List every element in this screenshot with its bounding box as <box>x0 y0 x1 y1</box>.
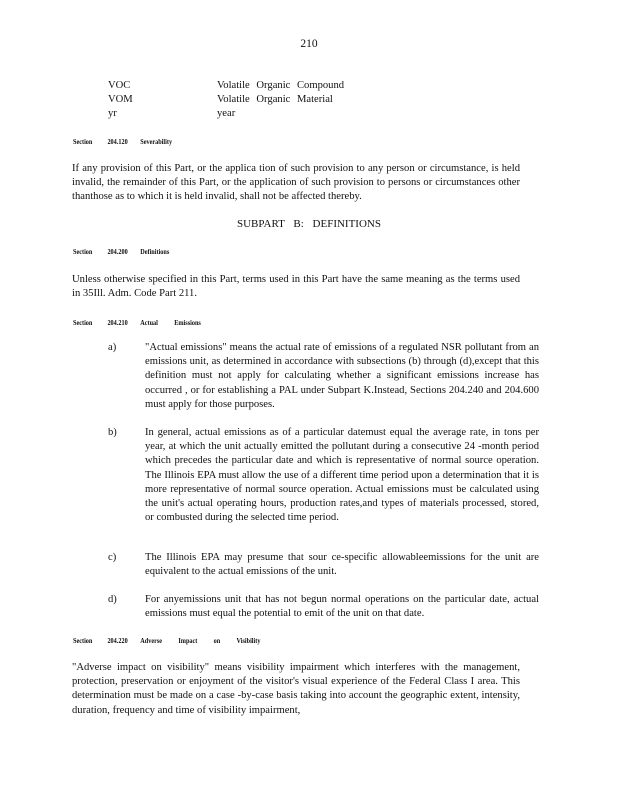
abbreviation-meaning: Volatile Organic Material <box>217 94 333 105</box>
section-word: Section <box>73 318 93 327</box>
abbreviation-term: VOC <box>108 80 131 91</box>
list-item-label: a) <box>108 342 117 353</box>
section-heading-204-210 <box>73 318 201 327</box>
section-number: 204.220 <box>107 636 128 645</box>
adverse-impact-paragraph: "Adverse impact on visibility" means visibility impairment which interferes with the management, protection, preservation or enjoyment of the visitor's visual experience of the Federal Class I area. This determination must be made on a case -by-case basis taking into account the geographic extent, intensity, duration, frequency and time of visibility impairment, <box>72 662 520 716</box>
section-heading-204-120 <box>73 137 172 146</box>
list-item-text: In general, actual emissions as of a particular datemust equal the average rate, in tons per year, at which the unit actually emitted the pollutant during a consecutive 24 -month period which precedes the particular date and which is representative of normal source operation. The Illinois EPA must allow the use of a different time period upon a determination that it is more representative of normal source operation. Actual emissions must be calculated using the unit's actual operating hours, production rates,and types of materials processed, stored, or combusted during the selected time period. <box>145 427 539 524</box>
section-number: 204.120 <box>107 137 128 146</box>
abbreviation-meaning: year <box>217 108 236 119</box>
list-item-label: c) <box>108 552 117 563</box>
section-heading-204-200 <box>73 247 169 256</box>
list-item-label: b) <box>108 427 117 438</box>
list-item-a <box>108 341 540 412</box>
list-item-text: For anyemissions unit that has not begun normal operations on the particular date, actual emissions must equal the potential to emit of the unit on that date. <box>145 594 539 620</box>
abbreviation-list <box>108 79 344 121</box>
definitions-paragraph: Unless otherwise specified in this Part, terms used in this Part have the same meaning as the terms used in 35Ill. Adm. Code Part 211. <box>72 274 520 300</box>
list-item-b <box>108 426 540 525</box>
section-title: Adverse Impact on Visibility <box>140 636 261 645</box>
section-title: Definitions <box>140 247 170 256</box>
subpart-title: SUBPART B: DEFINITIONS <box>237 218 381 230</box>
abbreviation-row <box>108 79 344 93</box>
abbreviation-term: VOM <box>108 94 133 105</box>
abbreviation-meaning: Volatile Organic Compound <box>217 80 345 91</box>
page-number: 210 <box>300 38 318 50</box>
section-title: Actual Emissions <box>140 318 201 327</box>
section-title: Severability <box>140 137 173 146</box>
list-item-label: d) <box>108 594 117 605</box>
section-word: Section <box>73 636 93 645</box>
list-item-text: The Illinois EPA may presume that sour ce-specific allowableemissions for the unit are equivalent to the actual emissions of the unit. <box>145 552 539 578</box>
section-word: Section <box>73 247 93 256</box>
list-item-d <box>108 593 540 621</box>
abbreviation-term: yr <box>108 108 117 119</box>
list-item-text: "Actual emissions" means the actual rate of emissions of a regulated NSR pollutant from an emissions unit, as determined in accordance with subsections (b) through (d),except that this definition must not apply for calculating whether a significant emissions increase has occurred , or for establishing a PAL under Subpart K.Instead, Sections 204.240 and 204.600 must apply for those purposes. <box>145 342 539 410</box>
section-heading-204-220 <box>73 636 260 645</box>
section-number: 204.210 <box>107 318 128 327</box>
section-word: Section <box>73 137 93 146</box>
abbreviation-row <box>108 107 344 121</box>
abbreviation-row <box>108 93 344 107</box>
severability-paragraph: If any provision of this Part, or the applica tion of such provision to any person or circumstance, is held invalid, the remainder of this Part, or the application of such provision to persons or circumstances other thanthose as to which it is held invalid, shall not be affected thereby. <box>72 163 520 203</box>
list-item-c <box>108 551 540 579</box>
section-number: 204.200 <box>107 247 128 256</box>
